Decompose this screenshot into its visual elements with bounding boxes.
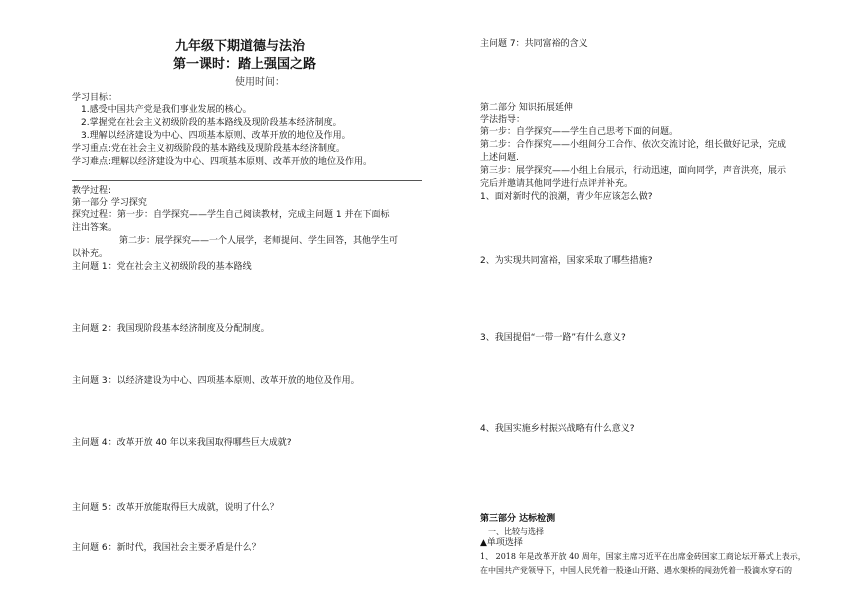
main-question-2: 主问题 2：我国现阶段基本经济制度及分配制度。 bbox=[72, 324, 270, 334]
part3-heading: 第三部分 达标检测 bbox=[480, 514, 556, 524]
extension-question-1: 1、面对新时代的浪潮，青少年应该怎么做? bbox=[480, 192, 653, 202]
main-question-1: 主问题 1：党在社会主义初级阶段的基本路线 bbox=[72, 262, 252, 272]
method-step: 第三步：展学探究——小组上台展示，行动迅速，面向同学，声音洪亮，展示 bbox=[480, 166, 787, 176]
goal-item: 3.理解以经济建设为中心、四项基本原则、改革开放的地位及作用。 bbox=[81, 131, 351, 141]
single-choice-label: ▲单项选择 bbox=[480, 538, 523, 548]
main-question-7: 主问题 7：共同富裕的含义 bbox=[480, 39, 588, 49]
extension-question-4: 4、我国实施乡村振兴战略有什么意义? bbox=[480, 424, 635, 434]
main-question-4: 主问题 4：改革开放 40 年以来我国取得哪些巨大成就? bbox=[72, 438, 292, 448]
method-step: 第二步：合作探究——小组间分工合作、依次交流讨论，组长做好记录，完成 bbox=[480, 140, 787, 150]
goal-item: 2.掌握党在社会主义初级阶段的基本路线及现阶段基本经济制度。 bbox=[81, 118, 342, 128]
process-heading: 教学过程: bbox=[72, 186, 112, 196]
divider-line bbox=[72, 180, 422, 181]
explore-process-line: 探究过程：第一步：自学探究——学生自己阅读教材，完成主问题 1 并在下面标 bbox=[72, 210, 390, 220]
lesson-title: 第一课时：踏上强国之路 bbox=[173, 57, 317, 72]
choice-item-1-line: 在中国共产党领导下，中国人民凭着一股逢山开路、遇水架桥的闯劲凭着一股滴水穿石的 bbox=[480, 566, 792, 575]
difficulty-point: 学习难点:理解以经济建设为中心、四项基本原则、改革开放的地位及作用。 bbox=[72, 157, 373, 167]
document-title: 九年级下期道德与法治 bbox=[175, 39, 306, 54]
method-guide-heading: 学法指导： bbox=[480, 115, 526, 125]
goals-heading: 学习目标： bbox=[72, 93, 118, 103]
compare-choose-label: 一、比较与选择 bbox=[488, 527, 544, 536]
main-question-6: 主问题 6：新时代，我国社会主要矛盾是什么？ bbox=[72, 543, 261, 553]
extension-question-2: 2、为实现共同富裕，国家采取了哪些措施? bbox=[480, 256, 653, 266]
method-step: 上述问题. bbox=[480, 153, 519, 163]
extension-question-3: 3、我国提倡“一带一路”有什么意义? bbox=[480, 333, 626, 343]
main-question-3: 主问题 3：以经济建设为中心、四项基本原则、改革开放的地位及作用。 bbox=[72, 376, 360, 386]
choice-item-1-line: 1、 2018 年是改革开放 40 周年，国家主席习近平在出席金砖国家工商论坛开幕式上表示， bbox=[480, 552, 806, 561]
main-question-5: 主问题 5：改革开放能取得巨大成就，说明了什么？ bbox=[72, 503, 279, 513]
explore-process-line: 注出答案。 bbox=[72, 223, 118, 233]
key-point: 学习重点:党在社会主义初级阶段的基本路线及现阶段基本经济制度。 bbox=[72, 144, 346, 154]
method-step: 第一步：自学探究——学生自己思考下面的问题。 bbox=[480, 127, 679, 137]
explore-process-line: 第二步：展学探究——一个人展学，老师提问、学生回答，其他学生可 bbox=[119, 236, 399, 246]
part2-heading: 第二部分 知识拓展延伸 bbox=[480, 103, 573, 113]
use-time-label: 使用时间： bbox=[235, 77, 285, 88]
goal-item: 1.感受中国共产党是我们事业发展的核心。 bbox=[81, 105, 252, 115]
method-step: 完后并邀请其他同学进行点评并补充。 bbox=[480, 179, 634, 189]
explore-process-line: 以补充。 bbox=[72, 249, 109, 259]
part1-heading: 第一部分 学习探究 bbox=[72, 198, 147, 208]
